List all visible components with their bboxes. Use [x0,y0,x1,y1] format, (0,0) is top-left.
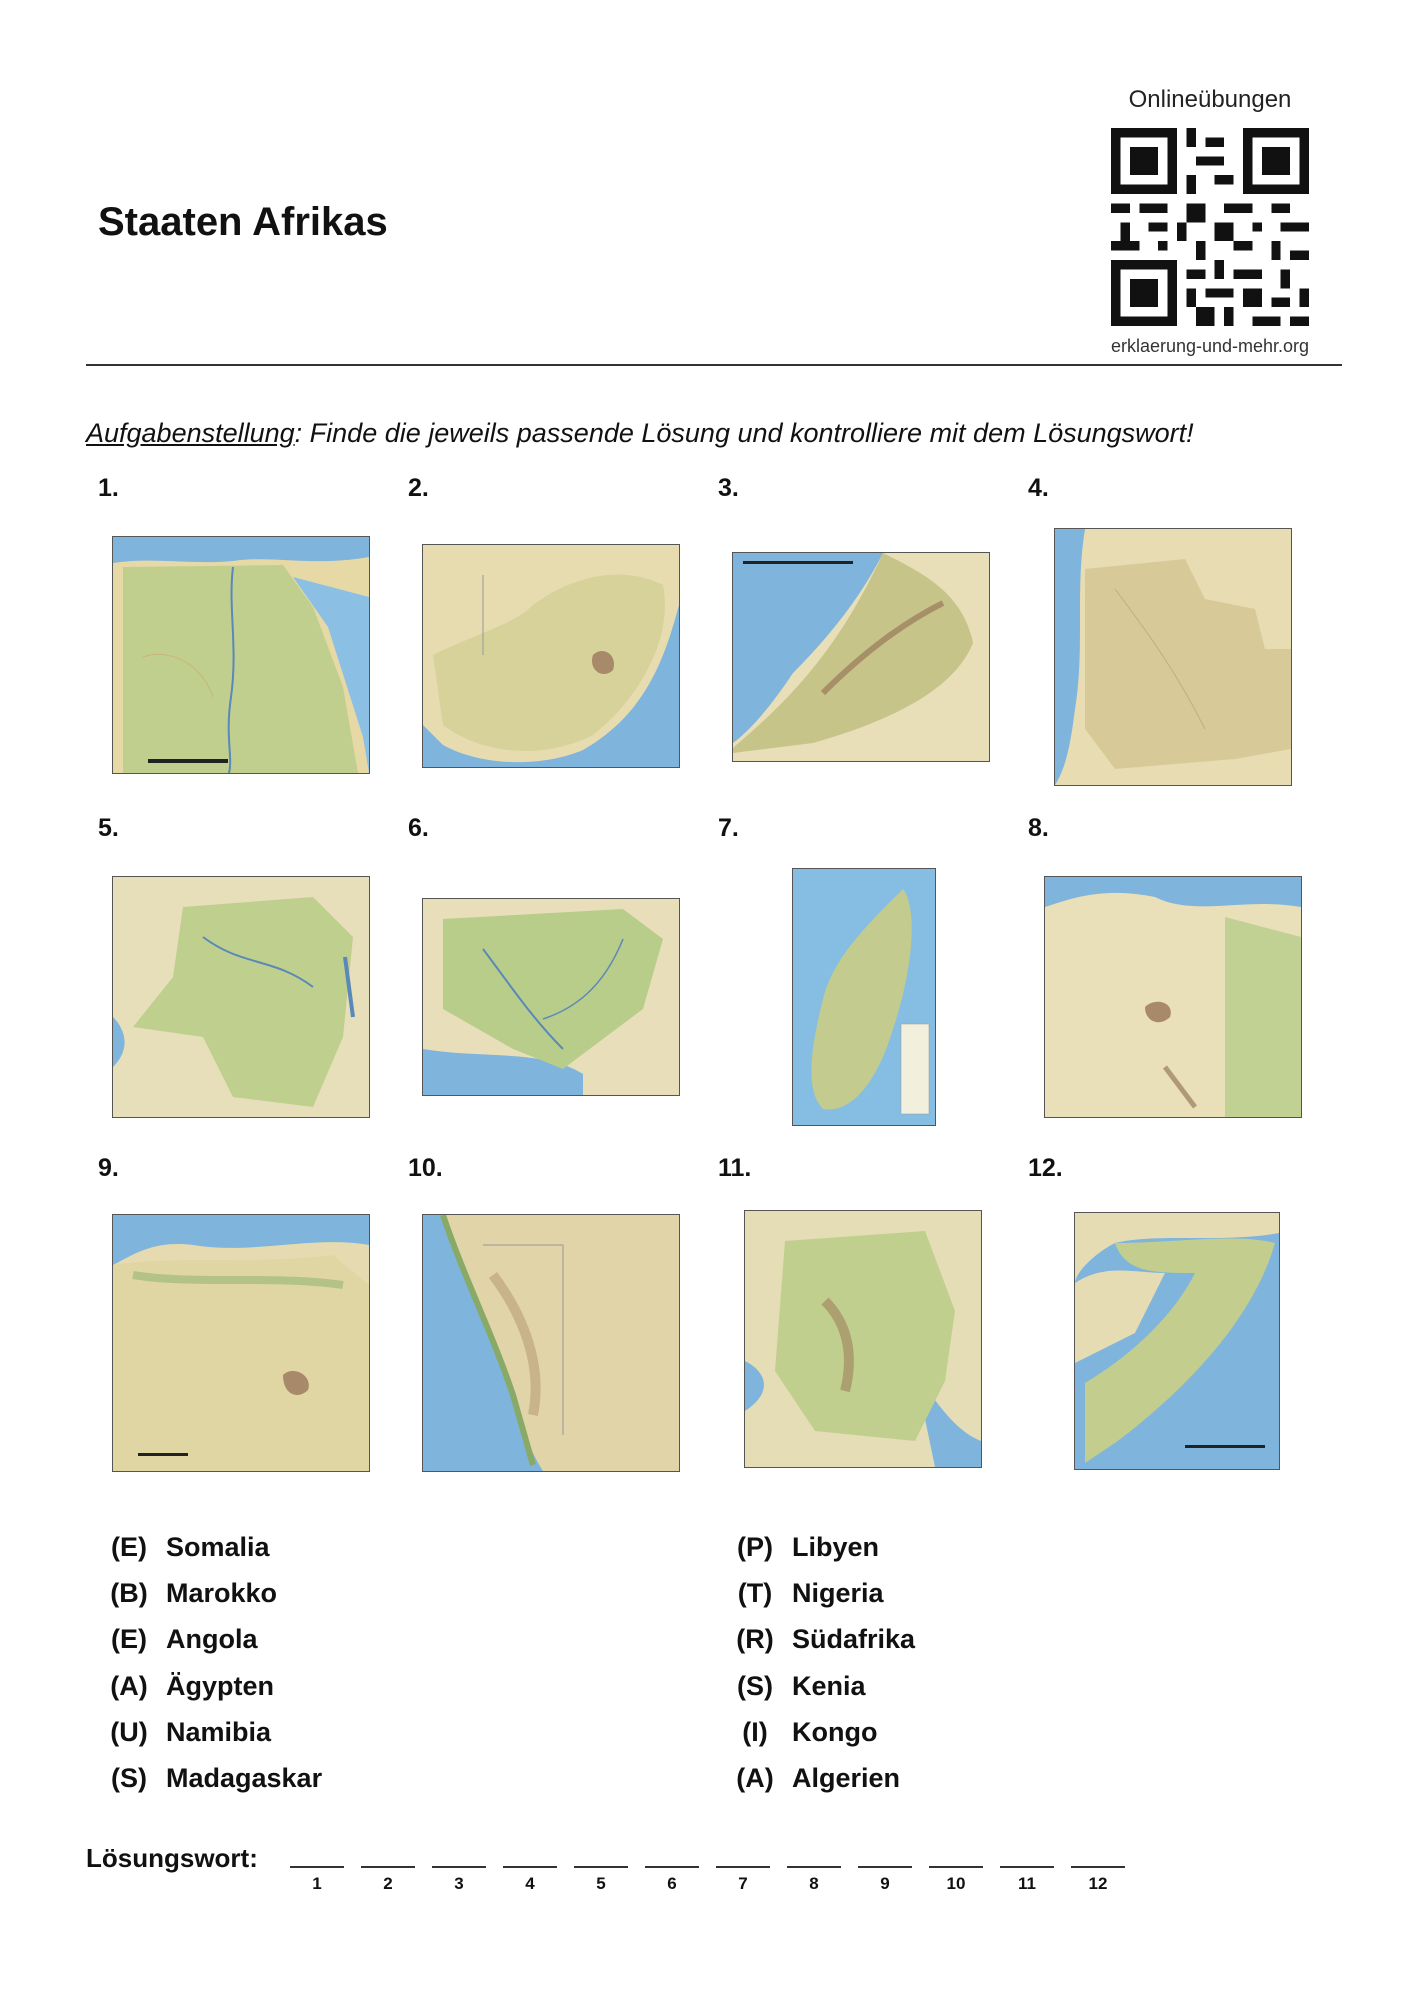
solution-slot-2[interactable] [361,1866,415,1894]
map-number-10: 10. [408,1154,443,1182]
map-4-image [1054,528,1292,786]
solution-slot-10[interactable] [929,1866,983,1894]
task-instruction [86,418,1194,449]
solution-slot-5[interactable] [574,1866,628,1894]
slot-number: 2 [383,1874,393,1893]
header-divider [86,364,1342,366]
option-left-2 [92,1578,277,1609]
option-name: Südafrika [792,1624,916,1654]
map-number-9: 9. [98,1154,119,1182]
option-right-4 [718,1671,866,1702]
option-name: Somalia [166,1532,270,1562]
qr-block [1080,86,1340,357]
slot-number: 6 [667,1874,677,1893]
solution-slot-8[interactable] [787,1866,841,1894]
option-name: Algerien [792,1763,901,1793]
online-label: Onlineübungen [1128,86,1292,113]
slot-number: 7 [738,1874,748,1893]
option-name: Libyen [792,1532,880,1562]
option-name: Nigeria [792,1578,884,1608]
solution-slot-7[interactable] [716,1866,770,1894]
option-left-4 [92,1671,274,1702]
option-name: Namibia [166,1717,272,1747]
solution-slot-9[interactable] [858,1866,912,1894]
map-5-image [112,876,370,1118]
map-8-image [1044,876,1302,1118]
option-letter: (R) [736,1624,774,1654]
option-right-6 [718,1763,900,1794]
option-letter: (A) [736,1763,774,1793]
slot-number: 9 [880,1874,890,1893]
slot-number: 4 [525,1874,535,1893]
option-name: Marokko [166,1578,278,1608]
map-7-image [792,868,936,1126]
solution-label: Lösungswort: [86,1843,258,1873]
solution-slot-6[interactable] [645,1866,699,1894]
option-letter: (U) [110,1717,148,1747]
slot-number: 10 [946,1874,966,1893]
option-letter: (E) [111,1532,147,1562]
map-1-image [112,536,370,774]
option-name: Madagaskar [166,1763,323,1793]
option-letter: (T) [737,1578,773,1608]
map-10-image [422,1214,680,1472]
map-number-7: 7. [718,814,739,842]
slot-number: 3 [454,1874,464,1893]
option-name: Kenia [792,1671,866,1701]
map-2-image [422,544,680,768]
map-number-6: 6. [408,814,429,842]
option-left-1 [92,1532,270,1563]
map-number-3: 3. [718,474,739,502]
solution-slot-1[interactable] [290,1866,344,1894]
option-name: Ägypten [166,1671,274,1701]
option-right-2 [718,1578,884,1609]
option-right-5 [718,1717,877,1748]
option-letter: (S) [111,1763,147,1793]
option-right-1 [718,1532,879,1563]
map-number-2: 2. [408,474,429,502]
map-6-image [422,898,680,1096]
option-left-3 [92,1624,258,1655]
map-3-image [732,552,990,762]
option-letter: (P) [737,1532,773,1562]
map-number-11: 11. [718,1154,752,1182]
slot-number: 5 [596,1874,606,1893]
solution-slot-11[interactable] [1000,1866,1054,1894]
option-left-5 [92,1717,271,1748]
map-number-4: 4. [1028,474,1049,502]
task-text: : Finde die jeweils passende Lösung und kontrolliere mit dem Lösungswort! [294,418,1194,448]
option-name: Angola [166,1624,258,1654]
map-number-1: 1. [98,474,119,502]
page-title: Staaten Afrikas [98,200,388,244]
map-12-image [1074,1212,1280,1470]
slot-number: 1 [312,1874,322,1893]
slot-number: 8 [809,1874,819,1893]
task-label: Aufgabenstellung [86,418,295,448]
map-number-12: 12. [1028,1154,1063,1182]
option-letter: (B) [110,1578,148,1608]
qr-code-icon[interactable] [1111,128,1309,326]
option-right-3 [718,1624,915,1655]
option-letter: (S) [737,1671,773,1701]
map-number-8: 8. [1028,814,1049,842]
solution-slot-3[interactable] [432,1866,486,1894]
map-9-image [112,1214,370,1472]
site-url[interactable]: erklaerung-und-mehr.org [1110,336,1310,356]
solution-slot-12[interactable] [1071,1866,1125,1894]
option-left-6 [92,1763,322,1794]
slot-number: 11 [1018,1874,1036,1893]
map-number-5: 5. [98,814,119,842]
map-11-image [744,1210,982,1468]
option-letter: (E) [111,1624,147,1654]
option-letter: (I) [742,1717,768,1747]
slot-number: 12 [1088,1874,1108,1893]
option-name: Kongo [792,1717,878,1747]
solution-slot-4[interactable] [503,1866,557,1894]
option-letter: (A) [110,1671,148,1701]
